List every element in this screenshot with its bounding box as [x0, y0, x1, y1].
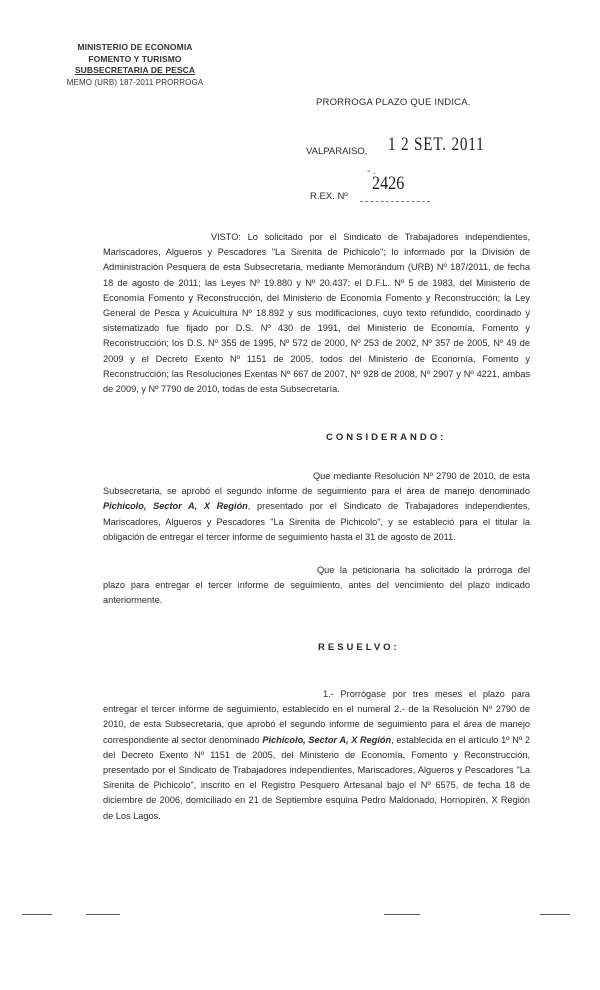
- resolution-number-line: [360, 201, 430, 202]
- stamp-mark: - .: [367, 166, 376, 177]
- resolution-number: 2426: [372, 173, 405, 194]
- resuelvo-1-text-c: , establecida en el artículo 1º Nº 2 del Decreto Exento Nº 1151 de 2005, del Ministerio de Economía, Fomento y Reconstrucción, presentado por el Sindicato de Trabajadores independientes, Mariscadores, Algueros y Pescadores "La Sirenita de Pichicolo", inscrito en el Registro Pesquero Artesanal bajo el Nº 6575, de fecha 18 de diciembre de 2006, domiciliado en 21 de Septiembre esquina Pedro Maldonado, Hornopirén, X Región de Los Lagos.: [103, 734, 530, 821]
- subsecretaria-name: SUBSECRETARIA DE PESCA: [74, 65, 196, 75]
- ministry-header: [40, 42, 230, 88]
- document-subject: PRORROGA PLAZO QUE INDICA.: [316, 97, 471, 108]
- considerando-2-text: Que la peticionaria ha solicitado la prórroga del plazo para entregar el tercer informe de seguimiento, antes del vencimiento del plazo indicado anteriormente.: [103, 565, 530, 606]
- visto-lead: VISTO:: [211, 232, 241, 242]
- footer-line-mid-left: [86, 914, 120, 915]
- resuelvo-heading: RESUELVO:: [318, 642, 400, 653]
- footer-line-right: [540, 914, 570, 915]
- ministry-subtitle: FOMENTO Y TURISMO: [88, 53, 182, 64]
- footer-line-left: [22, 914, 52, 915]
- considerando-paragraph-1: [103, 469, 530, 545]
- stamped-date: 1 2 SET. 2011: [388, 134, 485, 155]
- resuelvo-1-text-a: 1.- Prorrógase por tres meses el plazo para entregar el tercer informe de seguimiento, establecido en el numeral 2.- de la Resolución Nº 2790 de 2010, de esta Subsecretaria, que aprobó el segundo informe de seguimiento para el área de manejo correspondiente al sector denominado: [103, 689, 530, 745]
- considerando-heading: CONSIDERANDO:: [326, 432, 447, 443]
- memo-reference: MEMO (URB) 187-2011 PRORROGA: [66, 77, 204, 87]
- considerando-1-text-c: , presentado por el Sindicato de Trabajadores independientes, Mariscadores, Algueros y Pescadores "La Sirenita de Pichicolo", y se estableció para el titular la obligación de entregar el tercer informe de seguimiento hasta el 31 de agosto de 2011.: [103, 501, 530, 542]
- visto-paragraph: [103, 230, 530, 397]
- considerando-paragraph-2: [103, 563, 530, 609]
- considerando-1-area-name: Pichicolo, Sector A, X Región: [103, 501, 248, 512]
- resuelvo-paragraph-1: [103, 687, 530, 824]
- place-label: VALPARAISO,: [306, 146, 368, 157]
- considerando-1-text-a: Que mediante Resolución Nº 2790 de 2010, de esta Subsecretaria, se aprobó el segundo informe de seguimiento para el área de manejo denominado: [103, 471, 530, 497]
- resuelvo-1-area-name: Pichicolo, Sector A, X Región: [262, 734, 392, 745]
- footer-line-mid-right: [384, 914, 420, 915]
- ministry-name: MINISTERIO DE ECONOMIA: [77, 42, 193, 52]
- visto-text: Lo solicitado por el Sindicato de Trabajadores independientes, Mariscadores, Algueros y Pescadores "La Sirenita de Pichicolo"; lo informado por la División de Administración Pesquera de esta Subsecretaria, mediante Memorándum (URB) Nº 187/2011, de fecha 18 de agosto de 2011; las Leyes Nº 19.880 y Nº 20.437; el D.F.L. Nº 5 de 1983, del Ministerio de Economía Fomento y Reconstrucción, del Ministerio de Economía Fomento y Reconstrucción; la Ley General de Pesca y Acuicultura Nº 18.892 y sus modificaciones, cuyo texto refundido, coordinado y sistematizado fue fijado por D.S. Nº 430 de 1991, del Ministerio de Economía, Fomento y Reconstrucción; los D.S. Nº 355 de 1995, Nº 572 de 2000, Nº 253 de 2002, Nº 357 de 2005, Nº 49 de 2009 y el Decreto Exento Nº 1151 de 2005, todos del Ministerio de Economía, Fomento y Reconstrucción; las Resoluciones Exentas Nº 667 de 2007, Nº 928 de 2008, Nº 2907 y Nº 4221, ambas de 2009, y Nº 7790 de 2010, todas de esta Subsecretaría.: [103, 232, 530, 395]
- resolution-label: R.EX. Nº: [310, 191, 348, 202]
